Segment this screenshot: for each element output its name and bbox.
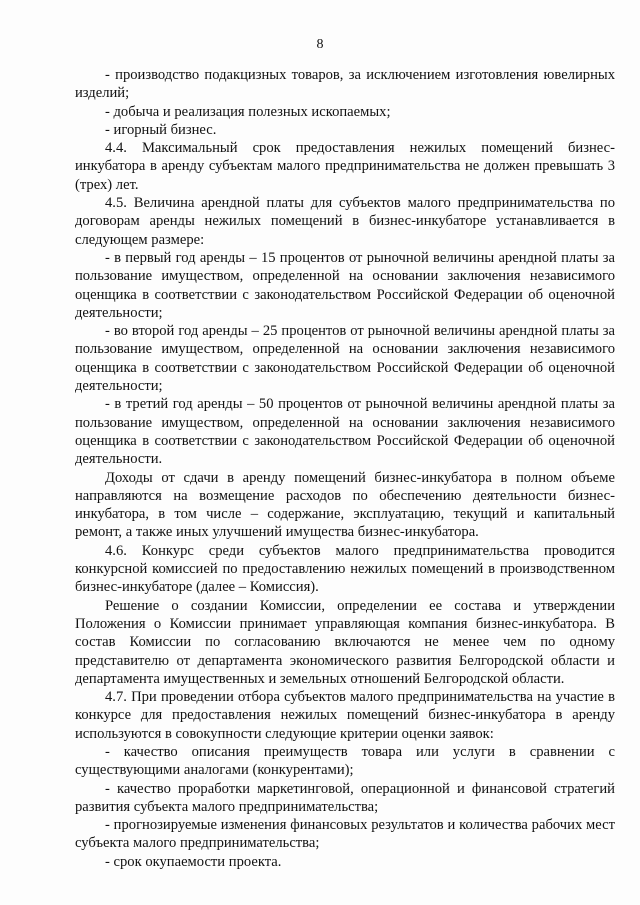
paragraph: Доходы от сдачи в аренду помещений бизнес-инкубатора в полном объеме направляются на возмещение расходов по обеспечению деятельности бизнес-инкубатора, в том числе – содержание, эксплуатацию, текущий и капитальный ремонт, а также иных улучшений имущества бизнес-инкубатора. <box>75 469 615 541</box>
paragraph: - прогнозируемые изменения финансовых результатов и количества рабочих мест субъекта малого предпринимательства; <box>75 817 615 852</box>
paragraph: - во второй год аренды – 25 процентов от рыночной величины арендной платы за пользование имуществом, определенной на основании заключения независимого оценщика в соответствии с законодательством Российской Федерации об оценочной деятельности; <box>75 323 615 395</box>
paragraph: - добыча и реализация полезных ископаемых; <box>105 103 391 120</box>
paragraph: 4.5. Величина арендной платы для субъектов малого предпринимательства по договорам аренды нежилых помещений в бизнес-инкубаторе устанавливается в следующем размере: <box>75 195 615 248</box>
paragraph: - качество описания преимуществ товара или услуги в сравнении с существующими аналогами (конкурентами); <box>75 743 615 779</box>
paragraph: 4.6. Конкурс среди субъектов малого предпринимательства проводится конкурсной комиссией по предоставлению нежилых помещений в производственном бизнес-инкубаторе (далее – Комиссия). <box>75 542 615 596</box>
paragraph: - игорный бизнес. <box>105 121 217 138</box>
paragraph: - в третий год аренды – 50 процентов от рыночной величины арендной платы за пользование имуществом, определенной на основании заключения независимого оценщика в соответствии с законодательством Российской Федерации об оценочной деятельности. <box>75 396 615 468</box>
document-body <box>75 66 615 871</box>
page-number: 8 <box>316 37 324 52</box>
paragraph: 4.7. При проведении отбора субъектов малого предпринимательства на участие в конкурсе для предоставления нежилых помещений бизнес-инкубатора в аренду используются в совокупности следующие критерии оценки заявок: <box>75 689 615 742</box>
paragraph: - производство подакцизных товаров, за исключением изготовления ювелирных изделий; <box>75 67 615 102</box>
paragraph: - срок окупаемости проекта. <box>105 853 282 870</box>
paragraph: - в первый год аренды – 15 процентов от рыночной величины арендной платы за пользование имуществом, определенной на основании заключения независимого оценщика в соответствии с законодательством Российской Федерации об оценочной деятельности; <box>75 249 615 321</box>
paragraph: 4.4. Максимальный срок предоставления нежилых помещений бизнес-инкубатора в аренду субъектам малого предпринимательства не должен превышать 3 (трех) лет. <box>75 140 615 193</box>
paragraph: - качество проработки маркетинговой, операционной и финансовой стратегий развития субъекта малого предпринимательства; <box>75 780 615 815</box>
paragraph: Решение о создании Комиссии, определении ее состава и утверждении Положения о Комиссии принимает управляющая компания бизнес-инкубатора. В состав Комиссии по согласованию включаются не менее чем по одному представителю от департамента экономического развития Белгородской области и департамента имущественных и земельных отношений Белгородской области. <box>75 597 615 687</box>
